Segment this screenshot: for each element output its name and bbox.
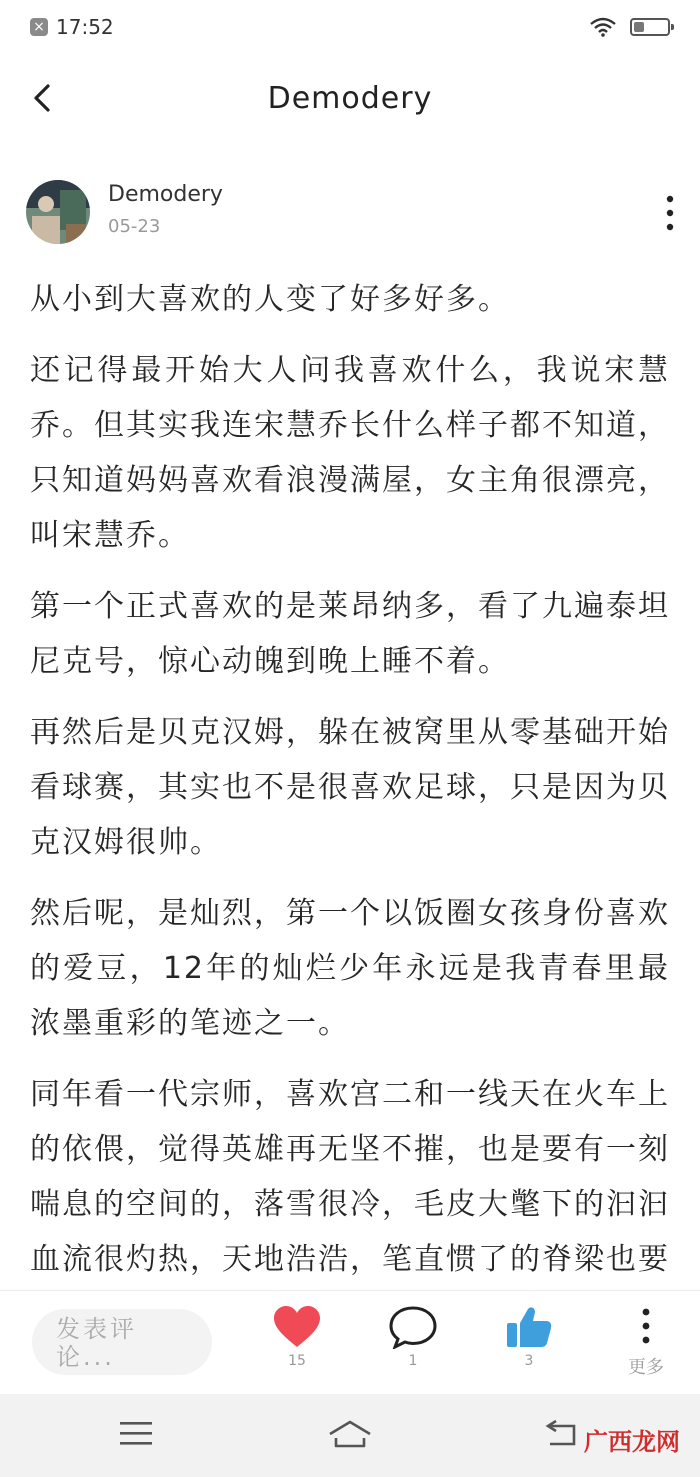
heart-icon xyxy=(272,1305,322,1349)
status-bar xyxy=(0,0,700,54)
post-paragraph: 第一个正式喜欢的是莱昂纳多，看了九遍泰坦尼克号，惊心动魄到晚上睡不着。 xyxy=(30,589,670,679)
status-right xyxy=(590,17,670,37)
more-options-icon[interactable] xyxy=(664,194,676,234)
post-paragraph: 再然后是贝克汉姆，躲在被窝里从零基础开始看球赛，其实也不是很喜欢足球，只是因为贝克汉姆很帅。 xyxy=(30,715,670,860)
author-name[interactable]: Demodery xyxy=(108,182,223,207)
notification-icon: × xyxy=(30,18,48,36)
post-paragraph: 同年看一代宗师，喜欢宫二和一线天在火车上的依偎，觉得英雄再无坚不摧，也是要有一刻喘息的空间的，落雪很冷，毛皮大氅下的汩汩血流很灼热，天地浩浩，笔直惯了的脊梁也要 xyxy=(30,1077,670,1277)
battery-fill xyxy=(634,22,644,32)
author-row xyxy=(26,180,676,244)
more-button[interactable] xyxy=(601,1305,691,1379)
battery-icon xyxy=(630,18,670,36)
page-title: Demodery xyxy=(267,80,433,116)
back-arrow-icon[interactable] xyxy=(24,78,64,118)
comment-input[interactable]: 发表评论... xyxy=(32,1309,212,1375)
thumbs-up-count: 3 xyxy=(524,1353,534,1369)
menu-icon[interactable] xyxy=(118,1418,154,1448)
more-label: 更多 xyxy=(628,1357,664,1378)
post-date: 05-23 xyxy=(108,216,161,237)
avatar[interactable] xyxy=(26,180,90,244)
like-count: 15 xyxy=(288,1353,306,1369)
post-paragraph: 从小到大喜欢的人变了好多好多。 xyxy=(30,282,510,317)
comment-count: 1 xyxy=(408,1353,418,1369)
post-paragraph: 然后呢，是灿烈，第一个以饭圈女孩身份喜欢的爱豆，12年的灿烂少年永远是我青春里最浓墨重彩的笔迹之一。 xyxy=(30,896,670,1041)
watermark-text: 广西龙网 xyxy=(584,1428,680,1456)
thumbs-up-button[interactable] xyxy=(484,1305,574,1369)
post-content xyxy=(30,272,670,1288)
home-icon[interactable] xyxy=(326,1418,374,1450)
avatar-image xyxy=(26,180,90,244)
action-bar xyxy=(0,1290,700,1395)
status-time: 17:52 xyxy=(56,15,114,39)
wifi-icon xyxy=(590,17,616,37)
comment-button[interactable] xyxy=(368,1305,458,1369)
status-left xyxy=(30,15,114,39)
system-nav-bar xyxy=(0,1394,700,1477)
more-vertical-icon xyxy=(621,1305,671,1349)
post-paragraph: 还记得最开始大人问我喜欢什么，我说宋慧乔。但其实我连宋慧乔长什么样子都不知道，只知道妈妈喜欢看浪漫满屋，女主角很漂亮，叫宋慧乔。 xyxy=(30,353,670,553)
like-button[interactable] xyxy=(252,1305,342,1369)
speech-bubble-icon xyxy=(388,1305,438,1349)
thumbs-up-icon xyxy=(504,1305,554,1349)
nav-bar xyxy=(0,60,700,136)
back-nav-icon[interactable] xyxy=(544,1418,584,1450)
